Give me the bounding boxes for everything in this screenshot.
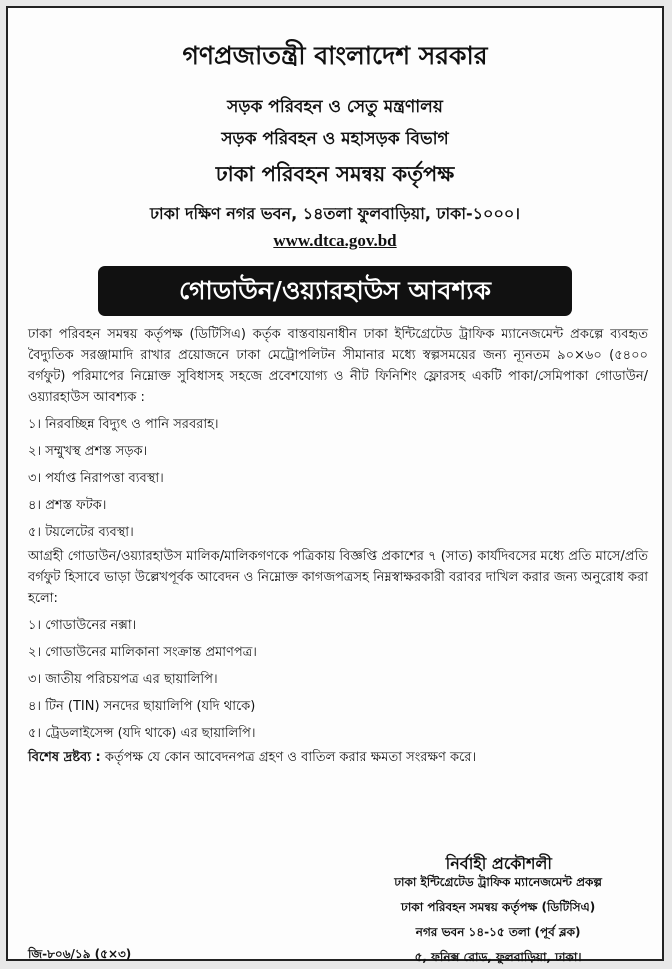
facilities-list [28, 411, 648, 546]
documents-list [28, 612, 648, 747]
list-item: ৩। পর্যাপ্ত নিরাপত্তা ব্যবস্থা। [28, 471, 164, 486]
list-item: ১। নিরবচ্ছিন্ন বিদ্যুৎ ও পানি সরবরাহ। [28, 417, 219, 432]
list-item: ৩। জাতীয় পরিচয়পত্র এর ছায়ালিপি। [28, 672, 218, 687]
signatory-title: নির্বাহী প্রকৌশলী [445, 854, 552, 873]
signatory-address: ৫, ফনিক্স রোড, ফুলবাড়িয়া, ঢাকা। [414, 950, 582, 964]
request-paragraph: আগ্রহী গোডাউন/ওয়্যারহাউস মালিক/মালিকগণকে পত্রিকায় বিজ্ঞপ্তি প্রকাশের ৭ (সাত) কার্যদিবসের মধ্যে প্রতি মাসে/প্রতি বর্গফুট হিসাবে ভাড়া উল্লেখপূর্বক আবেদন ও নিম্নোক্ত কাগজপত্রসহ নিম্নস্বাক্ষরকারী বরাবর দাখিল করার জন্য অনুরোধ করা হলো: [28, 549, 648, 606]
notice-body [28, 324, 648, 768]
list-item: ৪। প্রশস্ত ফটক। [28, 498, 107, 513]
authority-address: ঢাকা দক্ষিণ নগর ভবন, ১৪তলা ফুলবাড়িয়া, ঢাকা-১০০০। [150, 204, 520, 223]
special-note [28, 747, 648, 768]
signatory-project: ঢাকা ইন্টিগ্রেটেড ট্রাফিক ম্যানেজমেন্ট প্রকল্প [394, 875, 602, 889]
signatory-block [394, 874, 602, 969]
signatory-building: নগর ভবন ১৪-১৫ তলা (পূর্ব ব্লক) [415, 925, 581, 939]
reference-number: জি-৮০৬/১৯ (৫×৩) [28, 947, 132, 961]
list-item: ৪। টিন (TIN) সনদের ছায়ালিপি (যদি থাকে) [28, 699, 256, 714]
signatory-authority: ঢাকা পরিবহন সমন্বয় কর্তৃপক্ষ (ডিটিসিএ) [401, 900, 596, 914]
division-title: সড়ক পরিবহন ও মহাসড়ক বিভাগ [221, 129, 449, 149]
list-item: ১। গোডাউনের নক্সা। [28, 618, 137, 633]
special-note-label: বিশেষ দ্রষ্টব্য : [28, 750, 101, 765]
authority-title: ঢাকা পরিবহন সমন্বয় কর্তৃপক্ষ [215, 162, 455, 186]
govt-title: গণপ্রজাতন্ত্রী বাংলাদেশ সরকার [182, 41, 488, 70]
list-item: ২। গোডাউনের মালিকানা সংক্রান্ত প্রমাণপত্র। [28, 645, 257, 660]
intro-paragraph: ঢাকা পরিবহন সমন্বয় কর্তৃপক্ষ (ডিটিসিএ) কর্তৃক বাস্তবায়নাধীন ঢাকা ইন্টিগ্রেটেড ট্রাফিক ম্যানেজমেন্ট প্রকল্পে ব্যবহৃত বৈদ্যুতিক সরঞ্জামাদি রাখার প্রয়োজনে ঢাকা মেট্রোপলিটন সীমানার মধ্যে স্বল্পসময়ের জন্য ন্যূনতম ৯০×৬০ (৫৪০০ বর্গফুট) পরিমাপের নিম্নোক্ত সুবিধাসহ সহজে প্রবেশযোগ্য ও নীট ফিনিশিং ফ্লোরসহ একটি পাকা/সেমিপাকা গোডাউন/ওয়্যারহাউস আবশ্যক : [28, 327, 648, 405]
ministry-title: সড়ক পরিবহন ও সেতু মন্ত্রণালয় [227, 97, 443, 117]
special-note-text: কর্তৃপক্ষ যে কোন আবেদনপত্র গ্রহণ ও বাতিল করার ক্ষমতা সংরক্ষণ করে। [100, 750, 477, 765]
website-link[interactable]: www.dtca.gov.bd [273, 231, 397, 250]
list-item: ৫। টয়লেটের ব্যবস্থা। [28, 525, 134, 540]
list-item: ৫। ট্রেডলাইসেন্স (যদি থাকে) এর ছায়ালিপি। [28, 726, 256, 741]
notice-page [6, 6, 664, 964]
notice-banner: গোডাউন/ওয়্যারহাউস আবশ্যক [98, 266, 572, 316]
list-item: ২। সম্মুখস্থ প্রশস্ত সড়ক। [28, 444, 148, 459]
